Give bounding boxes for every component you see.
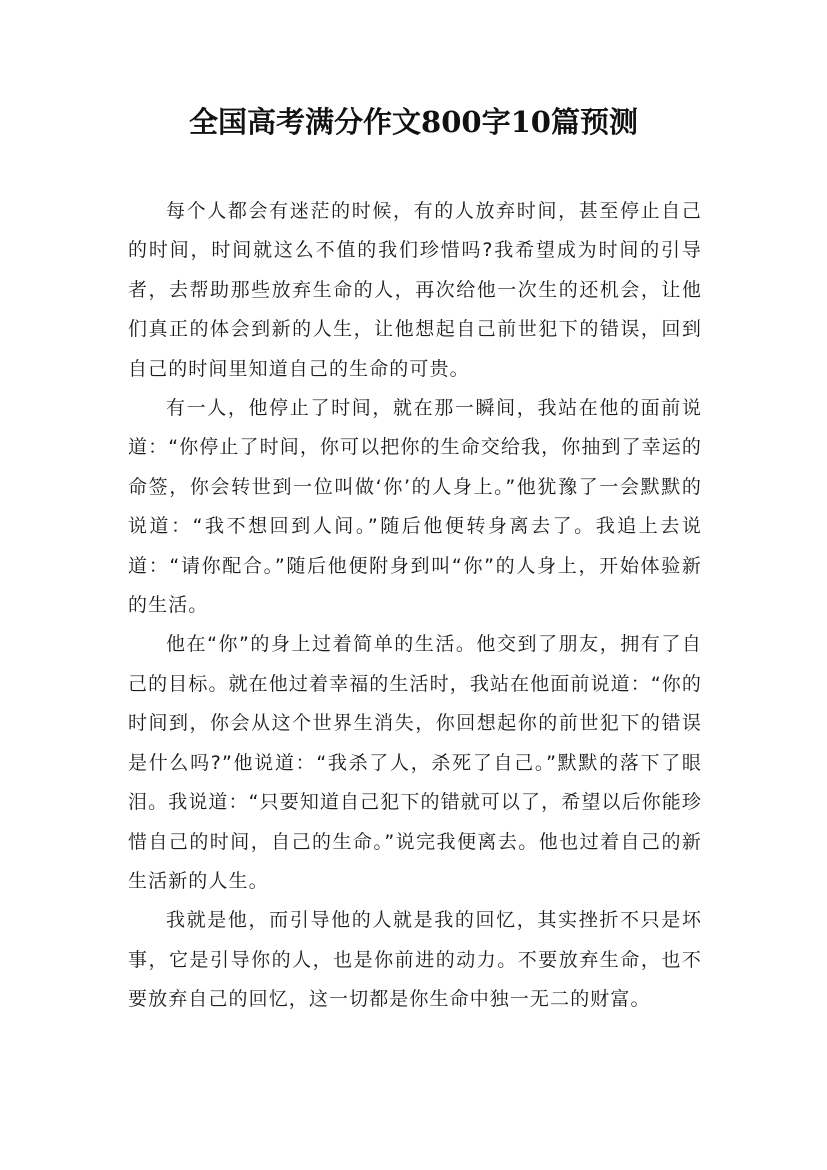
paragraph-4: 我就是他，而引导他的人就是我的回忆，其实挫折不只是坏事，它是引导你的人，也是你前进的动力。不要放弃生命，也不要放弃自己的回忆，这一切都是你生命中独一无二的财富。 (128, 909, 702, 1011)
document-body (128, 192, 702, 1020)
paragraph-3: 他在“你”的身上过着简单的生活。他交到了朋友，拥有了自己的目标。就在他过着幸福的生活时，我站在他面前说道：“你的时间到，你会从这个世界生消失，你回想起你的前世犯下的错误是什么吗?”他说道：“我杀了人，杀死了自己。”默默的落下了眼泪。我说道：“只要知道自己犯下的错就可以了，希望以后你能珍惜自己的时间，自己的生命。”说完我便离去。他也过着自己的新生活新的人生。 (128, 633, 702, 892)
paragraph-2: 有一人，他停止了时间，就在那一瞬间，我站在他的面前说道：“你停止了时间，你可以把你的生命交给我，你抽到了幸运的命签，你会转世到一位叫做‘你’的人身上。”他犹豫了一会默默的说道：“我不想回到人间。”随后他便转身离去了。我追上去说道：“请你配合。”随后他便附身到叫“你”的人身上，开始体验新的生活。 (128, 397, 702, 617)
paragraph-1: 每个人都会有迷茫的时候，有的人放弃时间，甚至停止自己的时间，时间就这么不值的我们珍惜吗?我希望成为时间的引导者，去帮助那些放弃生命的人，再次给他一次生的还机会，让他们真正的体会到新的人生，让他想起自己前世犯下的错误，回到自己的时间里知道自己的生命的可贵。 (128, 200, 702, 380)
document-title: 全国高考满分作文800字10篇预测 (189, 105, 638, 139)
